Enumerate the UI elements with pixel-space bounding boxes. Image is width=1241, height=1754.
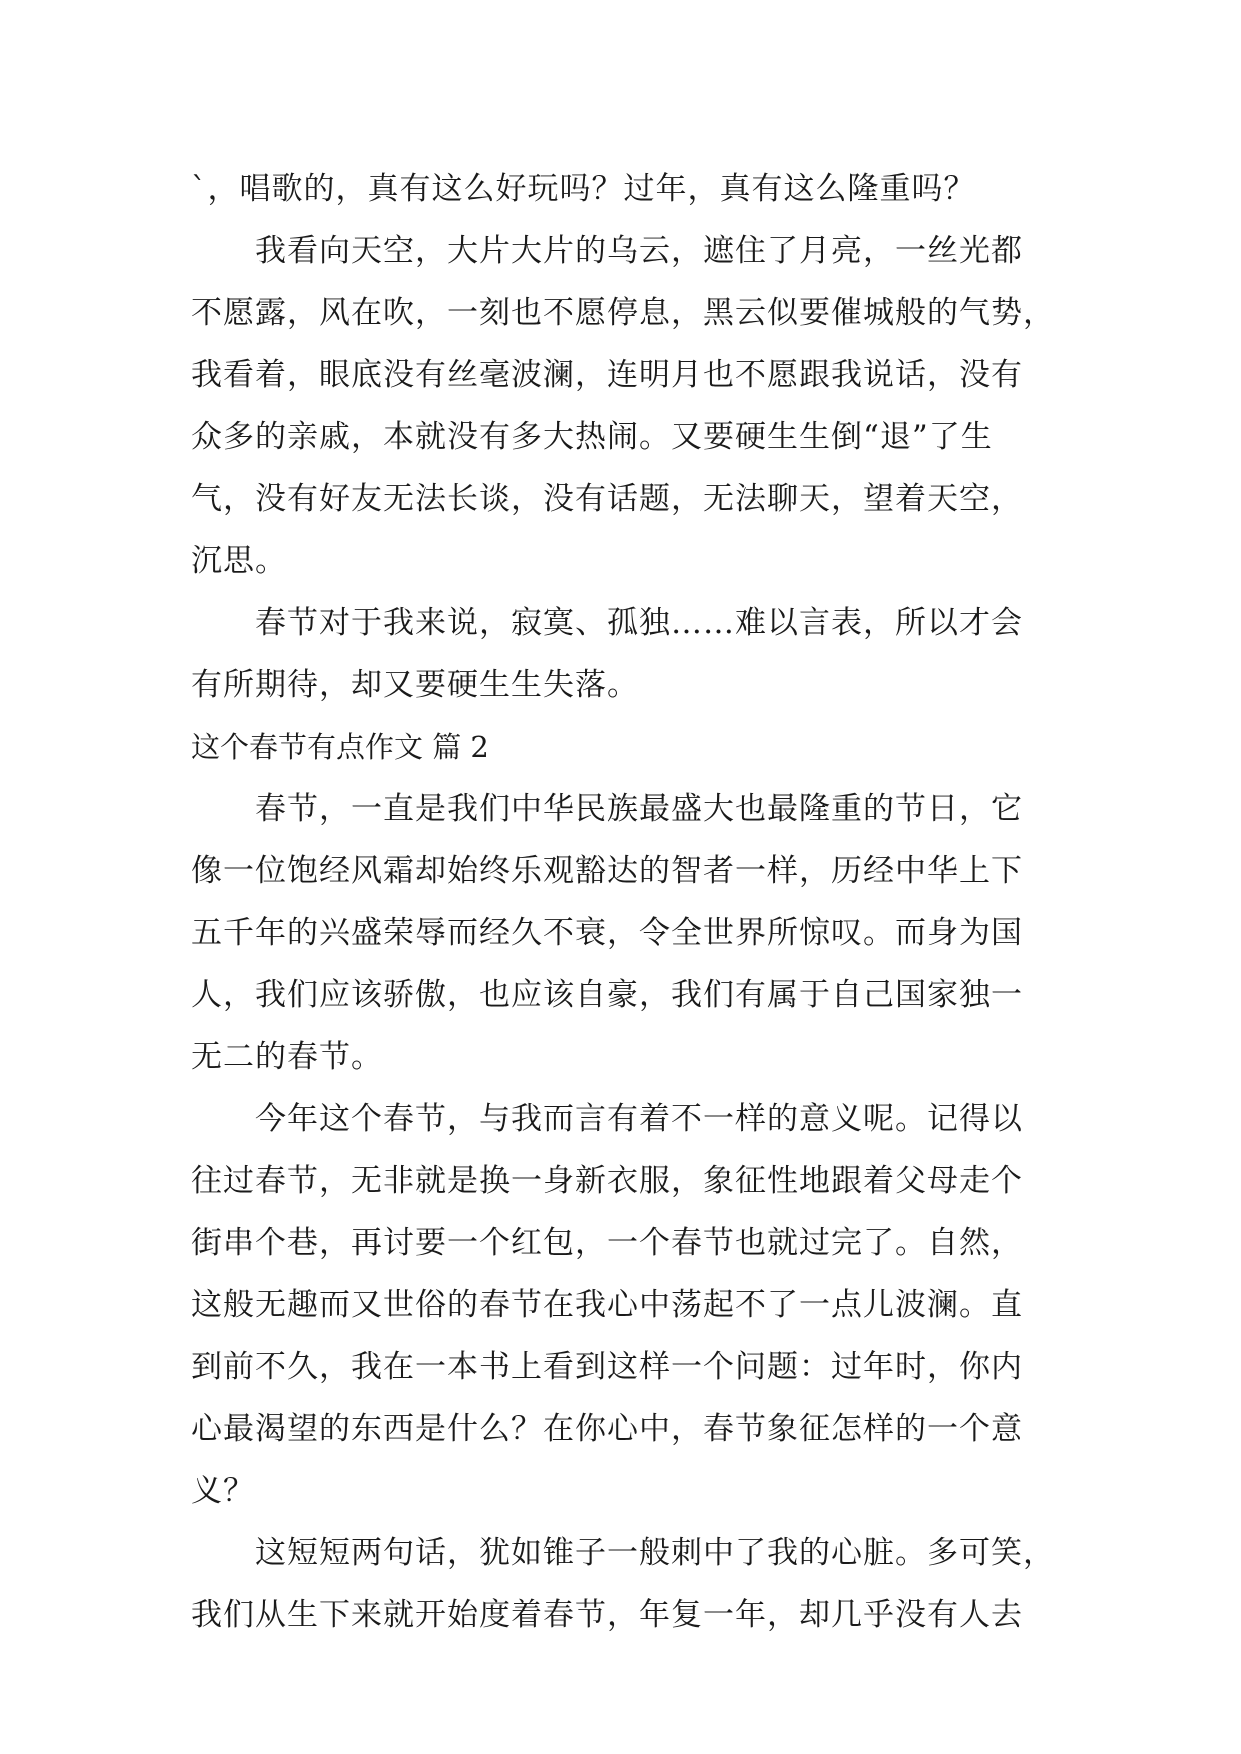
section-heading: 这个春节有点作文 篇 2 [191,730,489,764]
text-line: 无二的春节。 [191,1039,383,1075]
text-line: 人，我们应该骄傲，也应该自豪，我们有属于自己国家独一 [191,977,1023,1013]
text-line: 我看着，眼底没有丝毫波澜，连明月也不愿跟我说话，没有 [191,357,1023,393]
text-line: `，唱歌的，真有这么好玩吗？过年，真有这么隆重吗？ [191,171,976,207]
text-line: 众多的亲戚，本就没有多大热闹。又要硬生生倒“退”了生 [191,419,993,455]
text-line: 心最渴望的东西是什么？在你心中，春节象征怎样的一个意 [191,1411,1023,1447]
text-line: 到前不久，我在一本书上看到这样一个问题：过年时，你内 [191,1349,1023,1385]
text-line: 像一位饱经风霜却始终乐观豁达的智者一样，历经中华上下 [191,853,1023,889]
text-line: 街串个巷，再讨要一个红包，一个春节也就过完了。自然， [191,1225,1023,1261]
paragraph-start-line: 我看向天空，大片大片的乌云，遮住了月亮，一丝光都 [255,233,1023,269]
text-line: 不愿露，风在吹，一刻也不愿停息，黑云似要催城般的气势， [191,295,1055,331]
text-line: 气，没有好友无法长谈，没有话题，无法聊天，望着天空， [191,481,1023,517]
text-line: 有所期待，却又要硬生生失落。 [191,667,639,703]
text-line: 往过春节，无非就是换一身新衣服，象征性地跟着父母走个 [191,1163,1023,1199]
document-body [191,158,1053,1646]
text-line: 沉思。 [191,543,287,579]
text-line: 我们从生下来就开始度着春节，年复一年，却几乎没有人去 [191,1597,1023,1633]
text-line: 这般无趣而又世俗的春节在我心中荡起不了一点儿波澜。直 [191,1287,1023,1323]
paragraph-start-line: 今年这个春节，与我而言有着不一样的意义呢。记得以 [255,1101,1023,1137]
paragraph-start-line: 这短短两句话，犹如锥子一般刺中了我的心脏。多可笑， [255,1535,1055,1571]
paragraph-start-line: 春节，一直是我们中华民族最盛大也最隆重的节日，它 [255,791,1023,827]
text-line: 五千年的兴盛荣辱而经久不衰，令全世界所惊叹。而身为国 [191,915,1023,951]
text-line: 义？ [191,1473,255,1509]
paragraph-start-line: 春节对于我来说，寂寞、孤独……难以言表，所以才会 [255,605,1023,641]
